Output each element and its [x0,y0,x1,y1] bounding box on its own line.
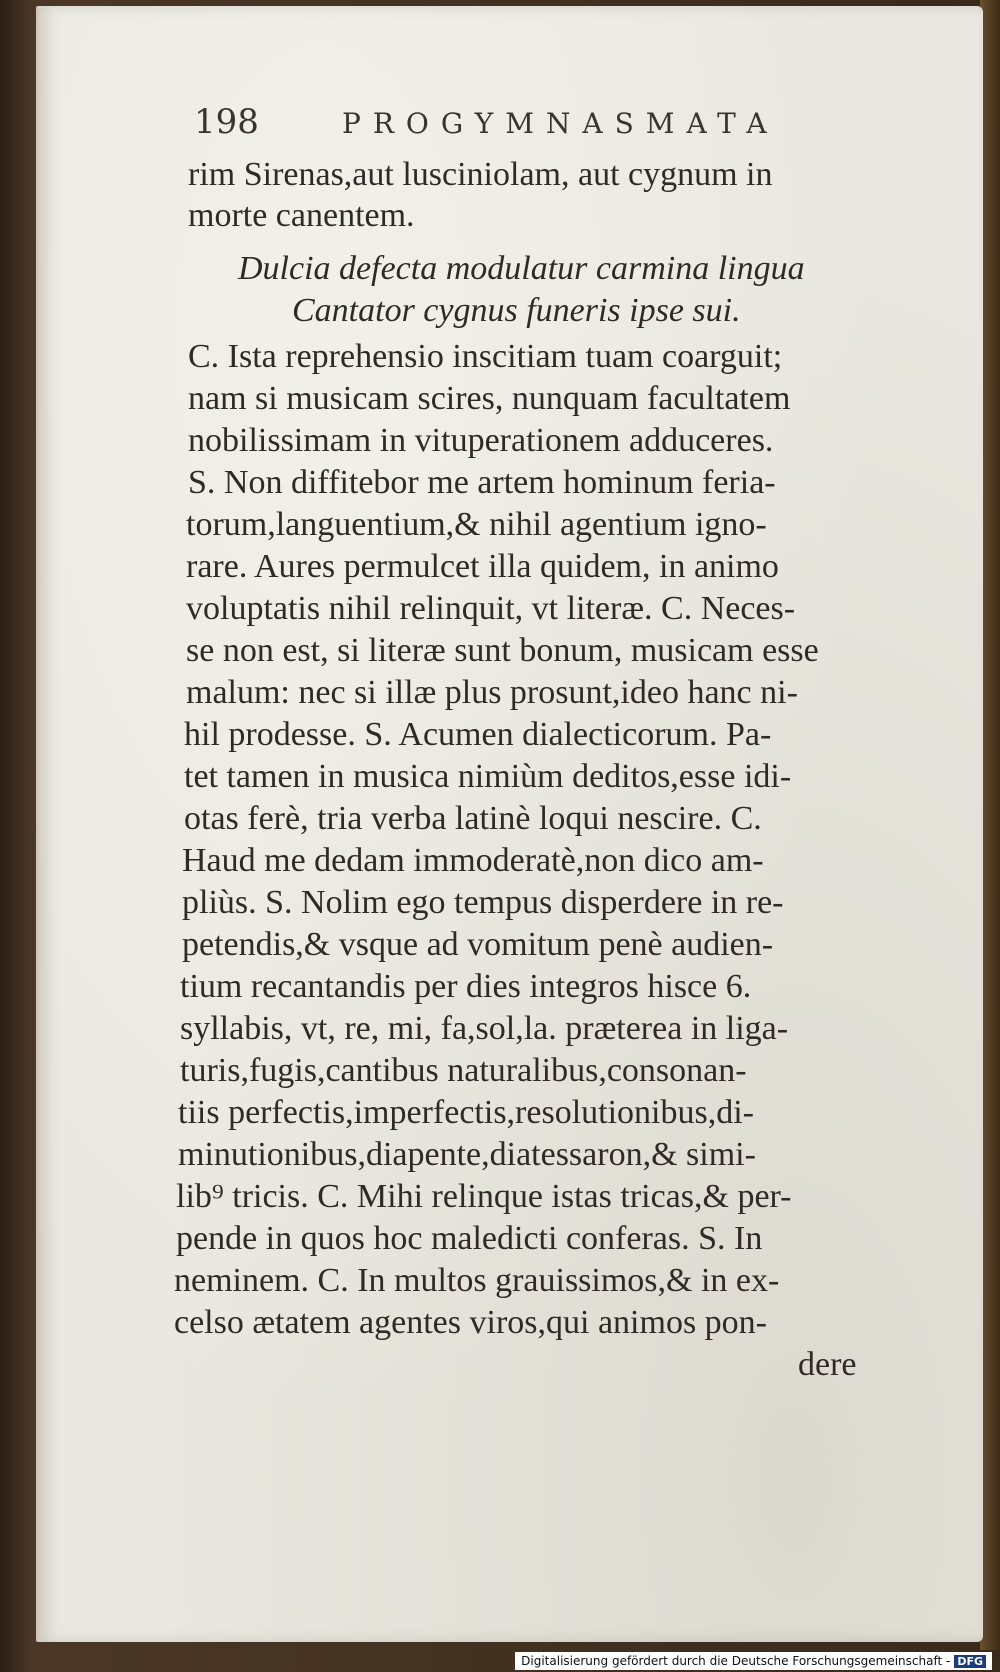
text-line-4: nam si musicam scires, nunquam facultatem [188,380,791,417]
text-line-22: minutionibus,diapente,diatessaron,& simi- [178,1136,756,1173]
book-edge [980,0,1000,1650]
page-header [194,102,779,142]
text-line-2: morte canentem. [188,197,415,234]
credit-text: Digitalisierung gefördert durch die Deutsche Forschungsgemeinschaft - [521,1654,951,1668]
text-line-9: voluptatis nihil relinquit, vt literæ. C. Neces- [186,590,796,627]
text-line-13: tet tamen in musica nimiùm deditos,esse idi- [184,758,792,795]
text-line-14: otas ferè, tria verba latinè loqui nescire. C. [184,800,762,837]
page-number: 198 [194,102,259,142]
dfg-logo: DFG [954,1655,986,1668]
text-line-16: pliùs. S. Nolim ego tempus disperdere in re- [182,884,784,921]
text-line-21: tiis perfectis,imperfectis,resolutionibus,di- [178,1094,754,1131]
text-line-8: rare. Aures permulcet illa quidem, in animo [186,548,779,585]
text-line-11: malum: nec si illæ plus prosunt,ideo hanc ni- [186,674,798,711]
text-line-5: nobilissimam in vituperationem adduceres. [188,422,774,459]
text-line-3: C. Ista reprehensio inscitiam tuam coarguit; [188,338,783,375]
text-line-1: rim Sirenas,aut lusciniolam, aut cygnum in [188,156,773,193]
running-title: PROGYMNASMATA [342,107,779,140]
text-line-10: se non est, si literæ sunt bonum, musicam esse [186,632,819,669]
text-line-20: turis,fugis,cantibus naturalibus,consonan- [180,1052,747,1089]
text-line-12: hil prodesse. S. Acumen dialecticorum. Pa- [184,716,772,753]
text-line-15: Haud me dedam immoderatè,non dico am- [182,842,764,879]
text-line-23: lib⁹ tricis. C. Mihi relinque istas tricas,& per- [176,1178,792,1215]
text-line-25: neminem. C. In multos grauissimos,& in ex- [174,1262,780,1299]
catchword: dere [798,1346,857,1383]
digitization-credit [515,1652,992,1670]
text-line-24: pende in quos hoc maledicti conferas. S. In [176,1220,763,1257]
text-line-18: tium recantandis per dies integros hisce 6. [180,968,752,1005]
text-line-7: torum,languentium,& nihil agentium igno- [186,506,767,543]
text-line-26: celso ætatem agentes viros,qui animos pon- [174,1304,767,1341]
text-line-6: S. Non diffitebor me artem hominum feria- [188,464,776,501]
verse-line-1: Dulcia defecta modulatur carmina lingua [238,250,805,287]
verse-line-2: Cantator cygnus funeris ipse sui. [292,292,741,329]
text-line-17: petendis,& vsque ad vomitum penè audien- [182,926,774,963]
text-line-19: syllabis, vt, re, mi, fa,sol,la. præterea in liga- [180,1010,789,1047]
